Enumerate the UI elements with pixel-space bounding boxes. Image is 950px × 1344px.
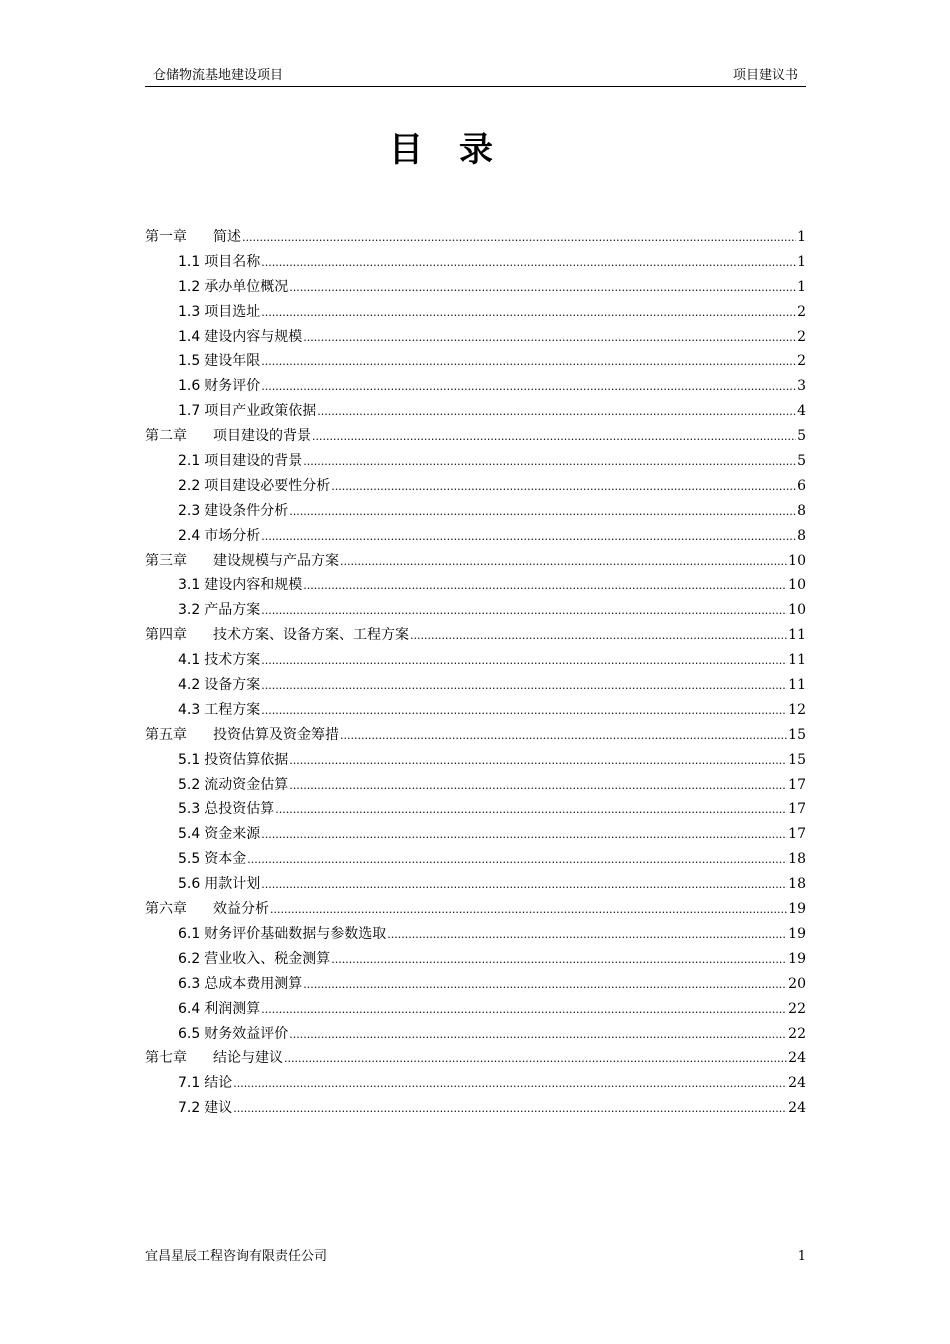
toc-entry-number: 1.1 <box>178 253 201 270</box>
toc-dot-leader <box>275 798 787 823</box>
toc-entry-page: 15 <box>788 751 806 768</box>
toc-entry-title: 资金来源 <box>204 826 261 843</box>
toc-dot-leader <box>270 898 787 923</box>
toc-entry-page: 17 <box>788 801 806 818</box>
toc-dot-leader <box>242 226 796 251</box>
toc-entry-title: 市场分析 <box>204 527 261 544</box>
toc-section-entry[interactable] <box>145 399 806 424</box>
toc-dot-leader <box>312 425 796 450</box>
toc-entry-title: 建设年限 <box>204 353 261 370</box>
toc-section-entry[interactable] <box>145 972 806 997</box>
toc-entry-title: 项目产业政策依据 <box>204 403 317 420</box>
toc-section-entry[interactable] <box>145 748 806 773</box>
toc-entry-title: 财务评价 <box>204 378 261 395</box>
toc-section-entry[interactable] <box>145 673 806 698</box>
toc-chapter-entry[interactable] <box>145 723 806 748</box>
toc-entry-page: 24 <box>788 1075 806 1092</box>
toc-entry-page: 1 <box>797 278 806 295</box>
toc-entry-page: 17 <box>788 826 806 843</box>
toc-entry-page: 2 <box>797 353 806 370</box>
page-footer <box>145 1247 806 1267</box>
toc-dot-leader <box>303 450 796 475</box>
toc-entry-title: 技术方案、设备方案、工程方案 <box>213 627 409 644</box>
toc-entry-number: 3.1 <box>178 577 201 594</box>
toc-entry-title: 流动资金估算 <box>204 776 289 793</box>
toc-entry-number: 6.2 <box>178 950 201 967</box>
toc-entry-title: 建设规模与产品方案 <box>213 552 339 569</box>
toc-section-entry[interactable] <box>145 250 806 275</box>
toc-dot-leader <box>289 749 787 774</box>
toc-entry-number: 7.2 <box>178 1100 201 1117</box>
toc-section-entry[interactable] <box>145 822 806 847</box>
toc-entry-page: 15 <box>788 726 806 743</box>
toc-dot-leader <box>261 251 796 276</box>
toc-dot-leader <box>340 724 787 749</box>
toc-entry-number: 5.2 <box>178 776 201 793</box>
toc-dot-leader <box>261 998 787 1023</box>
toc-entry-number: 5.3 <box>178 801 201 818</box>
toc-entry-number: 2.1 <box>178 453 201 470</box>
header-document-type: 项目建议书 <box>732 68 798 83</box>
toc-dot-leader <box>261 375 796 400</box>
toc-chapter-entry[interactable] <box>145 1046 806 1071</box>
toc-dot-leader <box>261 525 796 550</box>
toc-section-entry[interactable] <box>145 698 806 723</box>
toc-entry-title: 承办单位概况 <box>204 278 289 295</box>
toc-entry-number: 第四章 <box>145 627 187 644</box>
toc-entry-number: 5.1 <box>178 751 201 768</box>
toc-dot-leader <box>261 350 796 375</box>
toc-entry-number: 2.4 <box>178 527 201 544</box>
toc-entry-page: 24 <box>788 1050 806 1067</box>
header-project-name: 仓储物流基地建设项目 <box>153 68 284 83</box>
toc-entry-title: 财务评价基础数据与参数选取 <box>204 925 387 942</box>
toc-section-entry[interactable] <box>145 997 806 1022</box>
toc-entry-title: 建设内容与规模 <box>204 328 303 345</box>
toc-entry-title: 用款计划 <box>204 876 261 893</box>
toc-entry-number: 1.2 <box>178 278 201 295</box>
toc-chapter-entry[interactable] <box>145 225 806 250</box>
toc-entry-title: 设备方案 <box>204 677 261 694</box>
toc-dot-leader <box>261 823 787 848</box>
toc-dot-leader <box>261 649 787 674</box>
toc-section-entry[interactable] <box>145 349 806 374</box>
toc-section-entry[interactable] <box>145 474 806 499</box>
toc-dot-leader <box>247 848 787 873</box>
toc-dot-leader <box>317 400 796 425</box>
toc-title: 目录 <box>389 130 529 170</box>
toc-dot-leader <box>331 475 796 500</box>
toc-entry-number: 2.2 <box>178 477 201 494</box>
toc-entry-title: 产品方案 <box>204 602 261 619</box>
toc-entry-title: 建议 <box>204 1100 233 1117</box>
toc-entry-number: 第二章 <box>145 428 187 445</box>
toc-entry-number: 4.2 <box>178 677 201 694</box>
toc-entry-number: 2.3 <box>178 502 201 519</box>
toc-entry-number: 5.5 <box>178 851 201 868</box>
toc-entry-page: 19 <box>788 925 806 942</box>
toc-section-entry[interactable] <box>145 275 806 300</box>
table-of-contents <box>145 225 806 1121</box>
toc-entry-number: 6.3 <box>178 975 201 992</box>
toc-entry-title: 简述 <box>213 229 241 245</box>
page-header <box>145 66 806 87</box>
toc-dot-leader <box>233 1097 787 1122</box>
toc-entry-number: 1.4 <box>178 328 201 345</box>
toc-dot-leader <box>289 774 787 799</box>
toc-section-entry[interactable] <box>145 499 806 524</box>
toc-entry-title: 结论与建议 <box>213 1050 283 1067</box>
toc-section-entry[interactable] <box>145 300 806 325</box>
toc-entry-page: 8 <box>797 502 806 519</box>
toc-dot-leader <box>261 674 787 699</box>
toc-entry-number: 4.3 <box>178 701 201 718</box>
toc-section-entry[interactable] <box>145 449 806 474</box>
toc-entry-title: 项目选址 <box>204 303 261 320</box>
toc-section-entry[interactable] <box>145 573 806 598</box>
toc-dot-leader <box>261 599 787 624</box>
toc-entry-title: 效益分析 <box>213 901 269 918</box>
toc-entry-page: 11 <box>788 652 806 669</box>
toc-entry-title: 建设内容和规模 <box>204 577 303 594</box>
toc-entry-number: 3.2 <box>178 602 201 619</box>
toc-dot-leader <box>331 948 787 973</box>
toc-entry-title: 结论 <box>204 1075 233 1092</box>
toc-chapter-entry[interactable] <box>145 549 806 574</box>
toc-dot-leader <box>289 276 796 301</box>
toc-entry-page: 19 <box>788 901 806 918</box>
toc-entry-title: 财务效益评价 <box>204 1025 289 1042</box>
toc-entry-page: 11 <box>788 627 806 644</box>
toc-entry-page: 10 <box>788 552 806 569</box>
toc-dot-leader <box>233 1072 787 1097</box>
toc-entry-title: 项目建设的背景 <box>204 453 303 470</box>
toc-dot-leader <box>261 699 787 724</box>
toc-entry-title: 总投资估算 <box>204 801 275 818</box>
toc-entry-title: 营业收入、税金测算 <box>204 950 331 967</box>
toc-section-entry[interactable] <box>145 648 806 673</box>
toc-entry-title: 投资估算及资金筹措 <box>213 726 339 743</box>
toc-chapter-entry[interactable] <box>145 897 806 922</box>
toc-entry-page: 1 <box>797 253 806 270</box>
toc-entry-title: 建设条件分析 <box>204 502 289 519</box>
toc-section-entry[interactable] <box>145 922 806 947</box>
toc-entry-page: 5 <box>797 428 806 445</box>
toc-entry-page: 18 <box>788 876 806 893</box>
toc-entry-page: 11 <box>788 677 806 694</box>
toc-entry-page: 12 <box>788 701 806 718</box>
toc-entry-number: 6.5 <box>178 1025 201 1042</box>
toc-section-entry[interactable] <box>145 947 806 972</box>
toc-dot-leader <box>261 301 796 326</box>
toc-entry-number: 第七章 <box>145 1050 187 1067</box>
toc-entry-title: 项目建设的背景 <box>213 428 311 445</box>
toc-section-entry[interactable] <box>145 1071 806 1096</box>
toc-entry-title: 项目名称 <box>204 253 261 270</box>
toc-section-entry[interactable] <box>145 524 806 549</box>
toc-dot-leader <box>289 1023 787 1048</box>
toc-dot-leader <box>303 574 787 599</box>
toc-entry-title: 项目建设必要性分析 <box>204 477 331 494</box>
toc-entry-page: 10 <box>788 577 806 594</box>
toc-entry-page: 10 <box>788 602 806 619</box>
toc-entry-page: 6 <box>797 477 806 494</box>
toc-dot-leader <box>284 1047 787 1072</box>
toc-entry-title: 工程方案 <box>204 701 261 718</box>
toc-entry-page: 22 <box>788 1000 806 1017</box>
toc-entry-page: 18 <box>788 851 806 868</box>
toc-chapter-entry[interactable] <box>145 623 806 648</box>
toc-entry-page: 5 <box>797 453 806 470</box>
toc-entry-title: 技术方案 <box>204 652 261 669</box>
toc-entry-title: 投资估算依据 <box>204 751 289 768</box>
toc-entry-number: 1.7 <box>178 403 201 420</box>
toc-entry-page: 8 <box>797 527 806 544</box>
toc-entry-page: 3 <box>797 378 806 395</box>
toc-entry-page: 2 <box>797 303 806 320</box>
toc-entry-number: 4.1 <box>178 652 201 669</box>
toc-entry-number: 6.1 <box>178 925 201 942</box>
toc-section-entry[interactable] <box>145 1096 806 1121</box>
toc-entry-title: 资本金 <box>204 851 247 868</box>
toc-dot-leader <box>261 873 787 898</box>
toc-entry-number: 1.6 <box>178 378 201 395</box>
toc-dot-leader <box>303 973 787 998</box>
toc-entry-title: 利润测算 <box>204 1000 261 1017</box>
toc-dot-leader <box>410 624 787 649</box>
toc-section-entry[interactable] <box>145 797 806 822</box>
footer-page-number: 1 <box>797 1249 806 1264</box>
toc-entry-page: 4 <box>797 403 806 420</box>
toc-dot-leader <box>289 500 796 525</box>
toc-section-entry[interactable] <box>145 847 806 872</box>
toc-entry-number: 第五章 <box>145 726 187 743</box>
toc-entry-number: 6.4 <box>178 1000 201 1017</box>
toc-section-entry[interactable] <box>145 1022 806 1047</box>
toc-entry-number: 5.6 <box>178 876 201 893</box>
toc-dot-leader <box>303 326 796 351</box>
toc-section-entry[interactable] <box>145 374 806 399</box>
toc-section-entry[interactable] <box>145 872 806 897</box>
toc-entry-number: 第六章 <box>145 901 187 918</box>
toc-entry-page: 19 <box>788 950 806 967</box>
toc-entry-page: 24 <box>788 1100 806 1117</box>
toc-entry-page: 22 <box>788 1025 806 1042</box>
toc-entry-number: 第三章 <box>145 552 187 569</box>
footer-company-name: 宜昌星辰工程咨询有限责任公司 <box>145 1249 328 1264</box>
toc-dot-leader <box>340 550 787 575</box>
toc-entry-number: 第一章 <box>145 229 187 245</box>
toc-entry-page: 1 <box>797 229 806 245</box>
toc-entry-number: 7.1 <box>178 1075 201 1092</box>
toc-chapter-entry[interactable] <box>145 424 806 449</box>
toc-entry-number: 1.3 <box>178 303 201 320</box>
toc-entry-page: 17 <box>788 776 806 793</box>
toc-entry-page: 20 <box>788 975 806 992</box>
toc-section-entry[interactable] <box>145 598 806 623</box>
toc-section-entry[interactable] <box>145 773 806 798</box>
toc-entry-number: 1.5 <box>178 353 201 370</box>
toc-entry-page: 2 <box>797 328 806 345</box>
toc-dot-leader <box>387 923 787 948</box>
toc-entry-title: 总成本费用测算 <box>204 975 303 992</box>
toc-entry-number: 5.4 <box>178 826 201 843</box>
toc-section-entry[interactable] <box>145 325 806 350</box>
